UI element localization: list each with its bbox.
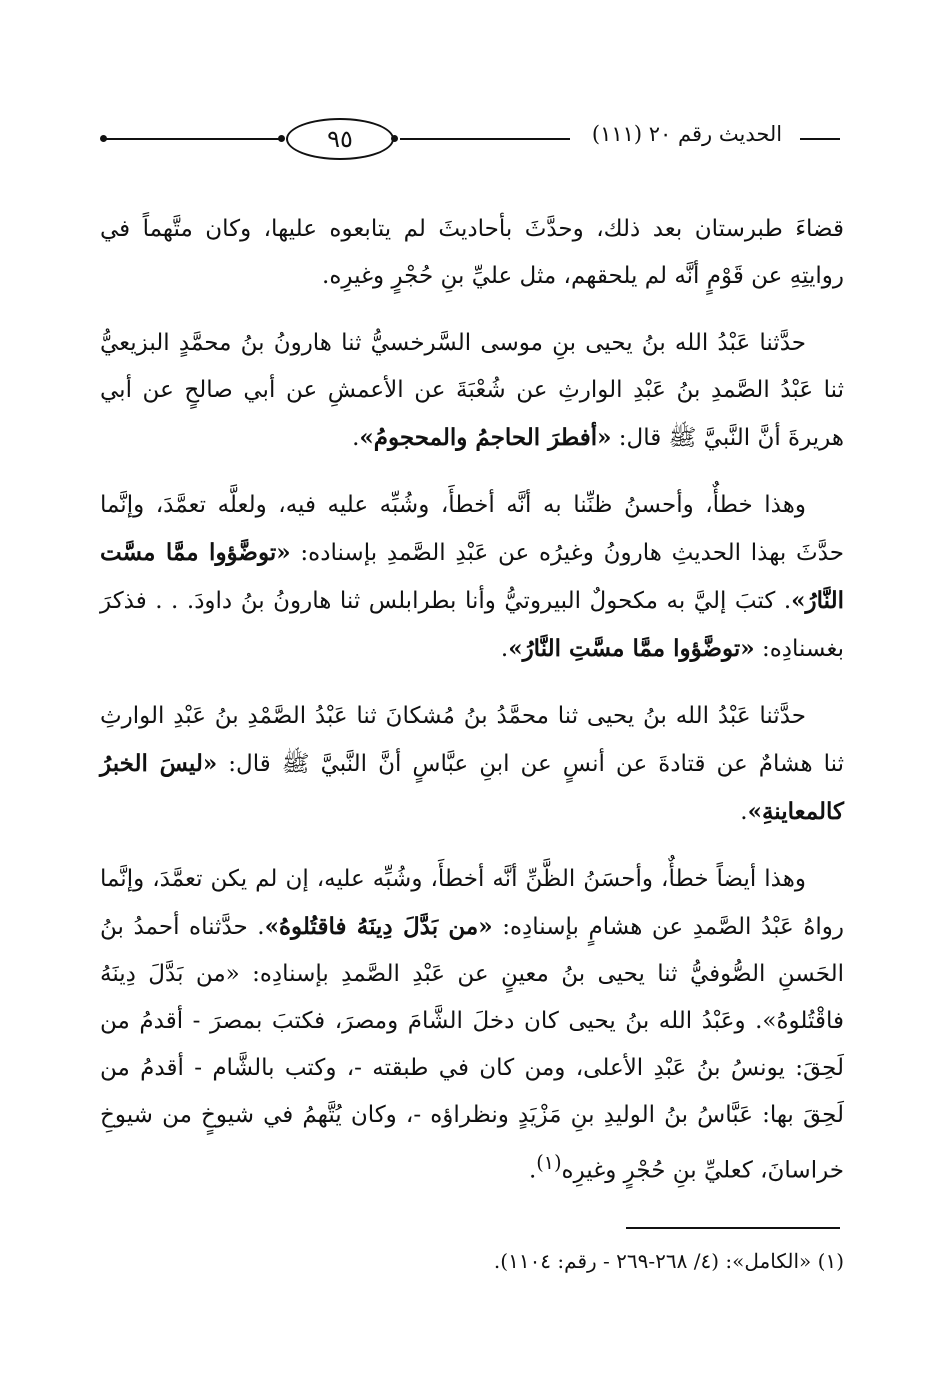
hadith-quote: «أفطرَ الحاجمُ والمحجومُ» <box>359 424 612 451</box>
paragraph-text: . <box>500 636 509 662</box>
paragraph-3 <box>100 482 844 673</box>
paragraph-text: وهذا أيضاً خطأٌ، وأحسَنُ الظَّنِّ أنَّه أخطأَ، وشُبِّه عليه، إن لم يكن تعمَّدَ، وإنَّما رواهُ عَبْدُ الصَّمدِ عن هشامٍ بإسنادِه: <box>100 866 844 940</box>
paragraph-1 <box>100 206 844 300</box>
page-header <box>100 108 844 158</box>
paragraph-text: حدَّثنا عَبْدُ الله بنُ يحيى ثنا محمَّدُ بنُ مُشكانَ ثنا عَبْدُ الصَّمْدِ بنُ عَبْدِ الوارثِ ثنا هشامٌ عن قتادةَ عن أنسٍ عن ابنِ عبَّاسٍ أنَّ النَّبيَّ ﷺ قال: <box>100 703 845 777</box>
paragraph-text: . <box>528 1157 537 1184</box>
hadith-quote: «توضَّؤوا ممَّا مسَّتِ النَّارُ» <box>508 635 755 662</box>
header-rule-left <box>104 138 280 140</box>
paragraph-5 <box>100 856 844 1195</box>
hadith-quote: «ليسَ الخبرُ كالمعاينةِ» <box>100 750 844 825</box>
page-number: ٩٥ <box>327 125 353 153</box>
hadith-quote: «من بَدَّلَ دِينَهُ فاقتُلوهُ» <box>264 913 493 940</box>
header-ornament-dot <box>391 135 398 142</box>
footnote-separator <box>626 1227 840 1229</box>
header-ornament-dot <box>100 135 107 142</box>
paragraph-text: . حدَّثناه أحمدُ بنُ الحَسنِ الصُّوفيُّ ثنا يحيى بنُ معينٍ عن عَبْدِ الصَّمدِ بإسنادِه: «من بَدَّلَ دِينَهُ فاقْتُلوهُ». وعَبْدُ الله بنُ يحيى كان دخلَ الشَّامَ ومصرَ، فكتبَ بمصرَ - أقدمُ من لَحِقَ: يونسُ بنُ عَبْدِ الأعلى، ومن كان في طبقته -، وكتب بالشَّام - أقدمُ من لَحِقَ بها: عَبَّاسُ بنُ الوليدِ بنِ مَزْيَدٍ ونظراؤه -، وكان يُتَّهمُ في شيوخٍ من شيوخِ خراسانَ، كعليِّ بنِ حُجْرٍ وغيرِه <box>100 914 844 1184</box>
hadith-quote: «توضَّؤوا ممَّا مسَّت النَّارُ» <box>100 539 844 614</box>
paragraph-text: حدَّثنا عَبْدُ الله بنُ يحيى بنِ موسى السَّرخسيُّ ثنا هارونُ بنُ محمَّدٍ البزيعيُّ ثنا عَبْدُ الصَّمدِ بنُ عَبْدِ الوارثِ عن شُعْبَةَ عن الأعمشِ عن أبي صالحٍ عن أبي هريرةَ أنَّ النَّبيَّ ﷺ قال: <box>100 330 844 451</box>
paragraph-4 <box>100 693 844 836</box>
footnote-reference[interactable]: (١) <box>536 1151 562 1174</box>
paragraph-text: . كتبَ إليَّ به مكحولٌ البيروتيُّ وأنا بطرابلس ثنا هارونُ بنُ داودَ. . . فذكرَ بغسنادِه: <box>100 588 844 662</box>
paragraph-2 <box>100 320 844 462</box>
page-number-frame <box>286 118 394 160</box>
footnote: (١) «الكامل»: (٤/ ٢٦٨-٢٦٩ - رقم: ١١٠٤). <box>493 1249 844 1273</box>
paragraph-text: . <box>352 425 360 451</box>
header-ornament-dot <box>278 135 285 142</box>
header-rule-right <box>800 138 840 140</box>
paragraph-text: وهذا خطأٌ، وأحسنُ ظنِّنا به أنَّه أخطأَ، وشُبِّه عليه فيه، ولعلَّه تعمَّدَ، وإنَّما حدَّثَ بهذا الحديثِ هارونُ وغيرُه عن عَبْدِ الصَّمدِ بإسناده: <box>100 492 844 566</box>
header-rule-middle <box>400 138 570 140</box>
running-title: الحديث رقم ٢٠ (١١١) <box>591 122 783 146</box>
main-text <box>100 206 844 1215</box>
paragraph-text: قضاءَ طبرستان بعد ذلك، وحدَّثَ بأحاديثَ لم يتابعوه عليها، وكان متَّهماً في روايتِهِ عن قَوْمٍ أنَّه لم يلحقهم، مثل عليِّ بنِ حُجْرٍ وغيرِه. <box>100 216 844 289</box>
paragraph-text: . <box>740 799 748 825</box>
